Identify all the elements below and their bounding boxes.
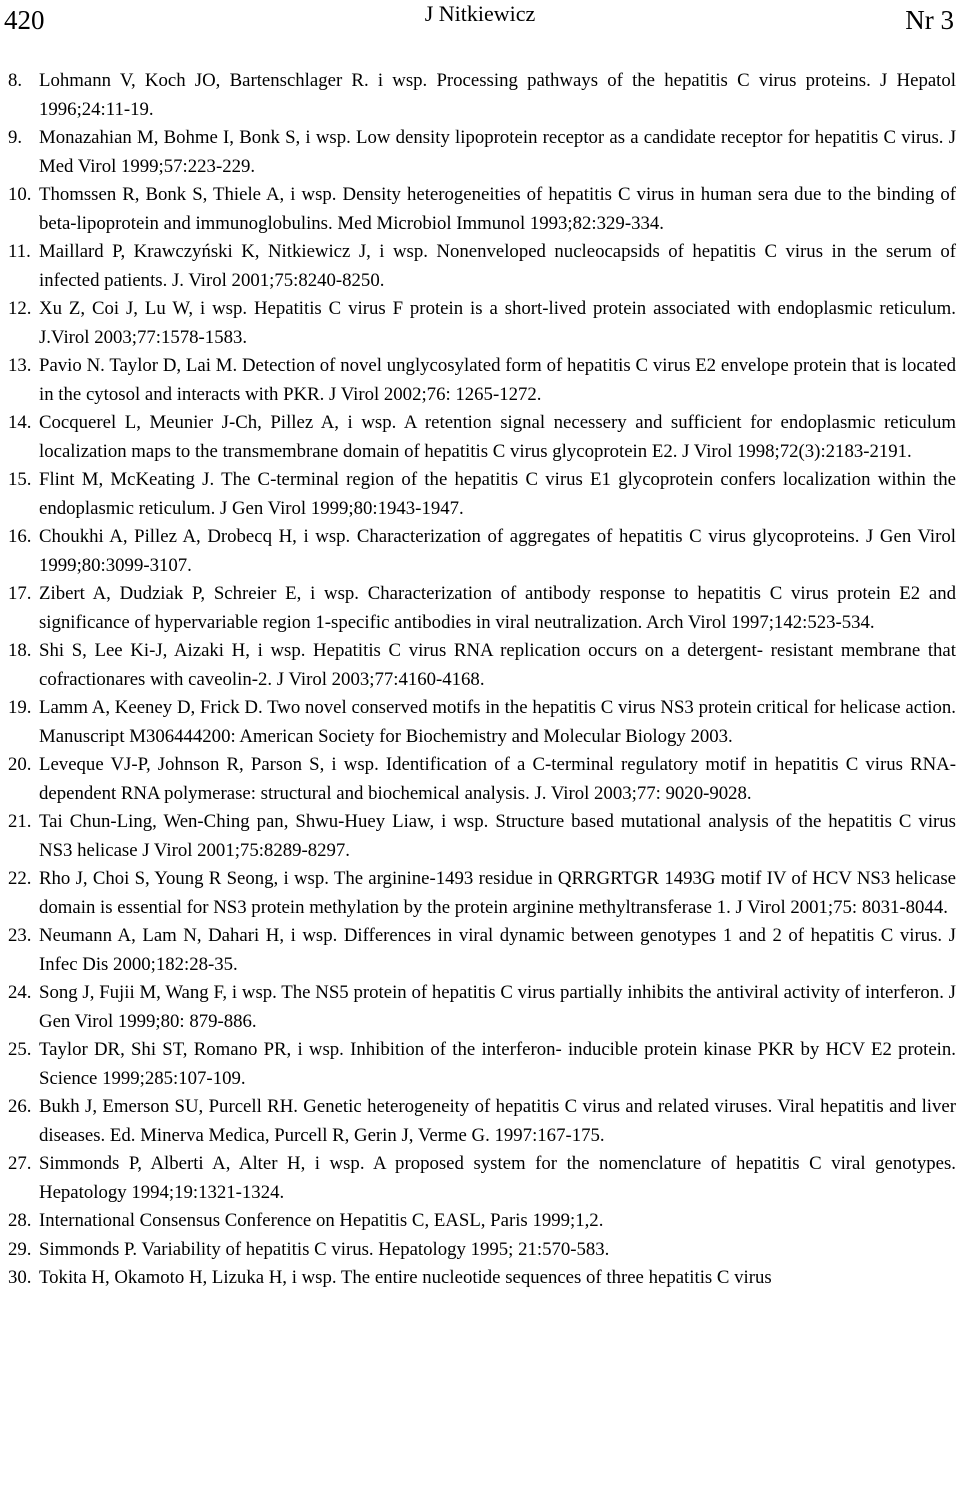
reference-number: 13.: [8, 355, 32, 376]
reference-item: [0, 751, 960, 808]
reference-item: [0, 409, 960, 466]
reference-text: Neumann A, Lam N, Dahari H, i wsp. Differences in viral dynamic between genotypes 1 and 2 of hepatitis C virus. J Infec Dis 2000;182:28-35.: [39, 925, 956, 975]
reference-list: [0, 67, 960, 1293]
reference-text: Zibert A, Dudziak P, Schreier E, i wsp. Characterization of antibody response to hepatitis C virus protein E2 and significance of hypervariable region 1-specific antibodies in viral neutralization. Arch Virol 1997;142:523-534.: [39, 583, 956, 633]
reference-number: 30.: [8, 1267, 32, 1288]
reference-text: Flint M, McKeating J. The C-terminal region of the hepatitis C virus E1 glycoprotein confers localization within the endoplasmic reticulum. J Gen Virol 1999;80:1943-1947.: [39, 469, 956, 519]
reference-item: [0, 922, 960, 979]
reference-text: Lohmann V, Koch JO, Bartenschlager R. i wsp. Processing pathways of the hepatitis C virus proteins. J Hepatol 1996;24:11-19.: [39, 70, 956, 120]
reference-item: [0, 1264, 960, 1293]
reference-text: Maillard P, Krawczyński K, Nitkiewicz J, i wsp. Nonenveloped nucleocapsids of hepatitis C virus in the serum of infected patients. J. Virol 2001;75:8240-8250.: [39, 241, 956, 291]
reference-item: [0, 124, 960, 181]
reference-number: 17.: [8, 583, 32, 604]
reference-item: [0, 67, 960, 124]
reference-text: Tokita H, Okamoto H, Lizuka H, i wsp. The entire nucleotide sequences of three hepatitis C virus: [39, 1267, 772, 1288]
reference-number: 19.: [8, 697, 32, 718]
reference-text: Monazahian M, Bohme I, Bonk S, i wsp. Low density lipoprotein receptor as a candidate receptor for hepatitis C virus. J Med Virol 1999;57:223-229.: [39, 127, 956, 177]
reference-text: Tai Chun-Ling, Wen-Ching pan, Shwu-Huey Liaw, i wsp. Structure based mutational analysis of the hepatitis C virus NS3 helicase J Virol 2001;75:8289-8297.: [39, 811, 956, 861]
reference-item: [0, 1150, 960, 1207]
reference-item: [0, 466, 960, 523]
reference-item: [0, 808, 960, 865]
reference-number: 8.: [8, 70, 23, 91]
reference-number: 27.: [8, 1153, 32, 1174]
reference-number: 24.: [8, 982, 32, 1003]
reference-number: 16.: [8, 526, 32, 547]
reference-item: [0, 1093, 960, 1150]
reference-text: Lamm A, Keeney D, Frick D. Two novel conserved motifs in the hepatitis C virus NS3 protein critical for helicase action. Manuscript M306444200: American Society for Biochemistry and Molecular Biology 2003.: [39, 697, 956, 747]
reference-item: [0, 523, 960, 580]
reference-text: Rho J, Choi S, Young R Seong, i wsp. The arginine-1493 residue in QRRGRTGR 1493G motif IV of HCV NS3 helicase domain is essential for NS3 protein methylation by the protein arginine methyltransferase 1. J Virol 2001;75: 8031-8044.: [39, 868, 956, 918]
reference-item: [0, 694, 960, 751]
reference-text: Song J, Fujii M, Wang F, i wsp. The NS5 protein of hepatitis C virus partially inhibits the antiviral activity of interferon. J Gen Virol 1999;80: 879-886.: [39, 982, 956, 1032]
reference-item: [0, 295, 960, 352]
reference-text: International Consensus Conference on Hepatitis C, EASL, Paris 1999;1,2.: [39, 1210, 604, 1231]
reference-text: Leveque VJ-P, Johnson R, Parson S, i wsp. Identification of a C-terminal regulatory motif in hepatitis C virus RNA-dependent RNA polymerase: structural and biochemical analysis. J. Virol 2003;77: 9020-9028.: [39, 754, 956, 804]
reference-number: 15.: [8, 469, 32, 490]
reference-text: Taylor DR, Shi ST, Romano PR, i wsp. Inhibition of the interferon- inducible protein kinase PKR by HCV E2 protein. Science 1999;285:107-109.: [39, 1039, 956, 1089]
page-header: [0, 0, 960, 44]
running-title: J Nitkiewicz: [424, 1, 536, 26]
reference-number: 10.: [8, 184, 32, 205]
reference-item: [0, 1207, 960, 1236]
reference-text: Pavio N. Taylor D, Lai M. Detection of novel unglycosylated form of hepatitis C virus E2 envelope protein that is located in the cytosol and interacts with PKR. J Virol 2002;76: 1265-1272.: [39, 355, 956, 405]
reference-number: 29.: [8, 1238, 32, 1260]
reference-number: 12.: [8, 298, 32, 319]
reference-item: [0, 181, 960, 238]
reference-number: 21.: [8, 811, 32, 832]
issue-number: Nr 3: [905, 5, 954, 35]
reference-number: 14.: [8, 412, 32, 433]
reference-item: [0, 1036, 960, 1093]
reference-item: [0, 865, 960, 922]
reference-number: 26.: [8, 1096, 32, 1117]
reference-item: [0, 1236, 960, 1265]
page-number: 420: [4, 5, 45, 35]
reference-text: Choukhi A, Pillez A, Drobecq H, i wsp. Characterization of aggregates of hepatitis C virus glycoproteins. J Gen Virol 1999;80:3099-3107.: [39, 526, 956, 576]
reference-item: [0, 352, 960, 409]
reference-number: 28.: [8, 1210, 32, 1231]
reference-text: Simmonds P, Alberti A, Alter H, i wsp. A proposed system for the nomenclature of hepatitis C viral genotypes. Hepatology 1994;19:1321-1324.: [39, 1153, 956, 1203]
reference-text: Thomssen R, Bonk S, Thiele A, i wsp. Density heterogeneities of hepatitis C virus in human sera due to the binding of beta-lipoprotein and immunoglobulins. Med Microbiol Immunol 1993;82:329-334.: [39, 184, 956, 234]
reference-number: 20.: [8, 754, 32, 775]
reference-text: Cocquerel L, Meunier J-Ch, Pillez A, i wsp. A retention signal necessery and sufficient for endoplasmic reticulum localization maps to the transmembrane domain of hepatitis C virus glycoprotein E2. J Virol 1998;72(3):2183-2191.: [39, 412, 956, 462]
reference-number: 18.: [8, 640, 32, 661]
reference-number: 11.: [8, 241, 31, 262]
reference-item: [0, 637, 960, 694]
reference-number: 23.: [8, 925, 32, 946]
reference-text: Xu Z, Coi J, Lu W, i wsp. Hepatitis C virus F protein is a short-lived protein associated with endoplasmic reticulum. J.Virol 2003;77:1578-1583.: [39, 298, 956, 348]
reference-item: [0, 580, 960, 637]
reference-item: [0, 238, 960, 295]
reference-number: 22.: [8, 868, 32, 889]
reference-text: Bukh J, Emerson SU, Purcell RH. Genetic heterogeneity of hepatitis C virus and related viruses. Viral hepatitis and liver diseases. Ed. Minerva Medica, Purcell R, Gerin J, Verme G. 1997:167-175.: [39, 1096, 956, 1146]
reference-text: Shi S, Lee Ki-J, Aizaki H, i wsp. Hepatitis C virus RNA replication occurs on a detergent- resistant membrane that cofractionares with caveolin-2. J Virol 2003;77:4160-4168.: [39, 640, 956, 690]
reference-item: [0, 979, 960, 1036]
reference-number: 25.: [8, 1039, 32, 1060]
reference-text: Simmonds P. Variability of hepatitis C virus. Hepatology 1995; 21:570-583.: [39, 1238, 610, 1260]
reference-number: 9.: [8, 127, 23, 148]
